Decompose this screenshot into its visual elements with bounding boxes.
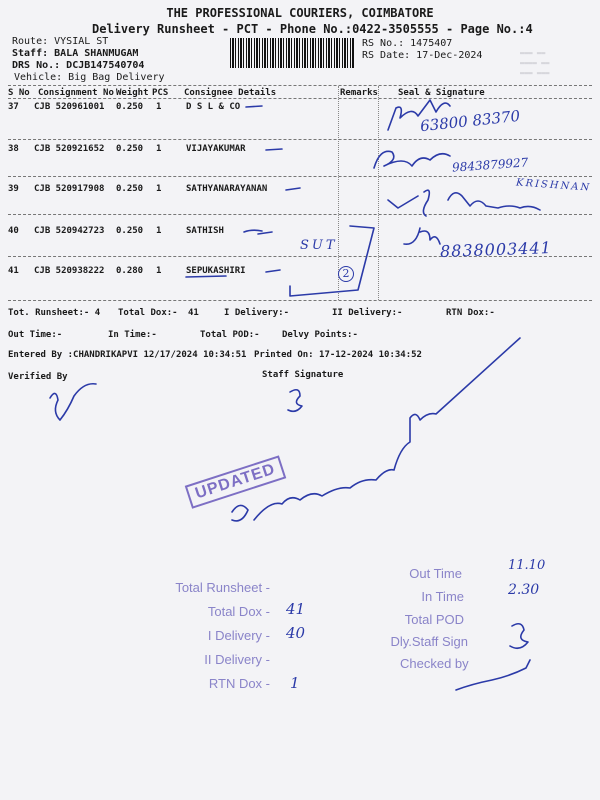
handwritten-phone-1: 63800 83370 [419, 106, 521, 136]
tick-mark [258, 232, 272, 234]
signature-row-39 [388, 190, 540, 216]
dly-staff-signature [510, 624, 528, 649]
stamp-i-delivery: I Delivery - [207, 628, 270, 643]
entered-by: Entered By :CHANDRIKAPVI 12/17/2024 10:34:51 [8, 350, 247, 360]
runsheet-title: Delivery Runsheet - PCT - Phone No.:0422-3505555 - Page No.:4 [92, 22, 533, 36]
col-consignee: Consignee Details [184, 88, 277, 98]
ii-delivery: II Delivery:- [332, 308, 403, 318]
stamp-out-time: Out Time [409, 566, 462, 581]
col-remarks: Remarks [340, 88, 378, 98]
rtn-dox: RTN Dox:- [446, 308, 495, 318]
total-dox-label: Total Dox:- [118, 308, 178, 318]
stamp-total-pod: Total POD [404, 612, 464, 627]
bracket-stroke [290, 226, 374, 296]
delvy-points: Delvy Points:- [282, 330, 358, 340]
staff: Staff: BALA SHANMUGAM [12, 48, 139, 59]
stamp-dly-staff-sign: Dly.Staff Sign [390, 634, 468, 649]
underline-sathish [244, 230, 262, 232]
stamp-ii-delivery: II Delivery - [204, 652, 270, 667]
handwritten-sut: SUT [300, 238, 338, 253]
col-seal: Seal & Signature [398, 88, 485, 98]
handwritten-phone-2: 9843879927 [451, 155, 529, 175]
staff-signature-label: Staff Signature [262, 370, 344, 380]
i-delivery: I Delivery:- [224, 308, 290, 318]
drs-number: DRS No.: DCJB147540704 [12, 60, 145, 71]
in-time: In Time:- [108, 330, 157, 340]
col-sno: S No [8, 88, 30, 98]
tick-mark [246, 106, 262, 107]
printed-on: Printed On: 17-12-2024 10:34:52 [254, 350, 422, 360]
signature-row-40 [404, 228, 440, 244]
col-consignment: Consignment No [38, 88, 114, 98]
total-pod: Total POD:- [200, 330, 260, 340]
updated-stamp: UPDATED [185, 455, 287, 508]
handwritten-out-time: 11.10 [508, 558, 546, 573]
handwritten-total-dox: 41 [286, 600, 306, 618]
tick-mark [266, 270, 280, 272]
stamp-total-runsheet: Total Runsheet - [175, 580, 270, 595]
rs-date: RS Date: 17-Dec-2024 [362, 50, 483, 61]
col-weight: Weight [116, 88, 149, 98]
route: Route: VYSIAL ST [12, 36, 109, 47]
checked-by-stroke [456, 660, 530, 690]
total-dox-value: 41 [188, 308, 199, 318]
col-pcs: PCS [152, 88, 169, 98]
tick-mark [266, 149, 282, 150]
handwritten-phone-3: 8838003441 [439, 238, 553, 261]
underline-sepukashiri [186, 276, 226, 277]
verified-by: Verified By [8, 372, 68, 382]
company-name: THE PROFESSIONAL COURIERS, COIMBATORE [166, 6, 434, 20]
stamp-total-dox: Total Dox - [207, 604, 270, 619]
stamp-in-time: In Time [421, 589, 464, 604]
vehicle: Vehicle: Big Bag Delivery [14, 72, 165, 83]
signature-row-38 [374, 151, 450, 168]
tick-mark [286, 188, 300, 190]
approval-signature [232, 338, 520, 521]
handwritten-in-time: 2.30 [508, 582, 540, 598]
stamp-rtn-dox: RTN Dox - [208, 676, 270, 691]
signature-row-37 [388, 100, 450, 130]
handwritten-krishnan: KRISHNAN [515, 177, 592, 194]
handwritten-rtn-dox: 1 [290, 674, 300, 692]
bleed-through: ▬▬▬ ▬▬ ▬▬▬▬ ▬▬ ▬▬▬ ▬▬▬ [520, 49, 550, 77]
staff-signature-mark [288, 390, 302, 412]
handwritten-circled-number: 2 [338, 266, 354, 282]
tot-runsheet: Tot. Runsheet:- 4 [8, 308, 101, 318]
rs-number: RS No.: 1475407 [362, 38, 453, 49]
verified-signature [50, 384, 96, 420]
stamp-checked-by: Checked by [400, 656, 469, 671]
out-time: Out Time:- [8, 330, 63, 340]
handwritten-i-delivery: 40 [286, 624, 306, 642]
